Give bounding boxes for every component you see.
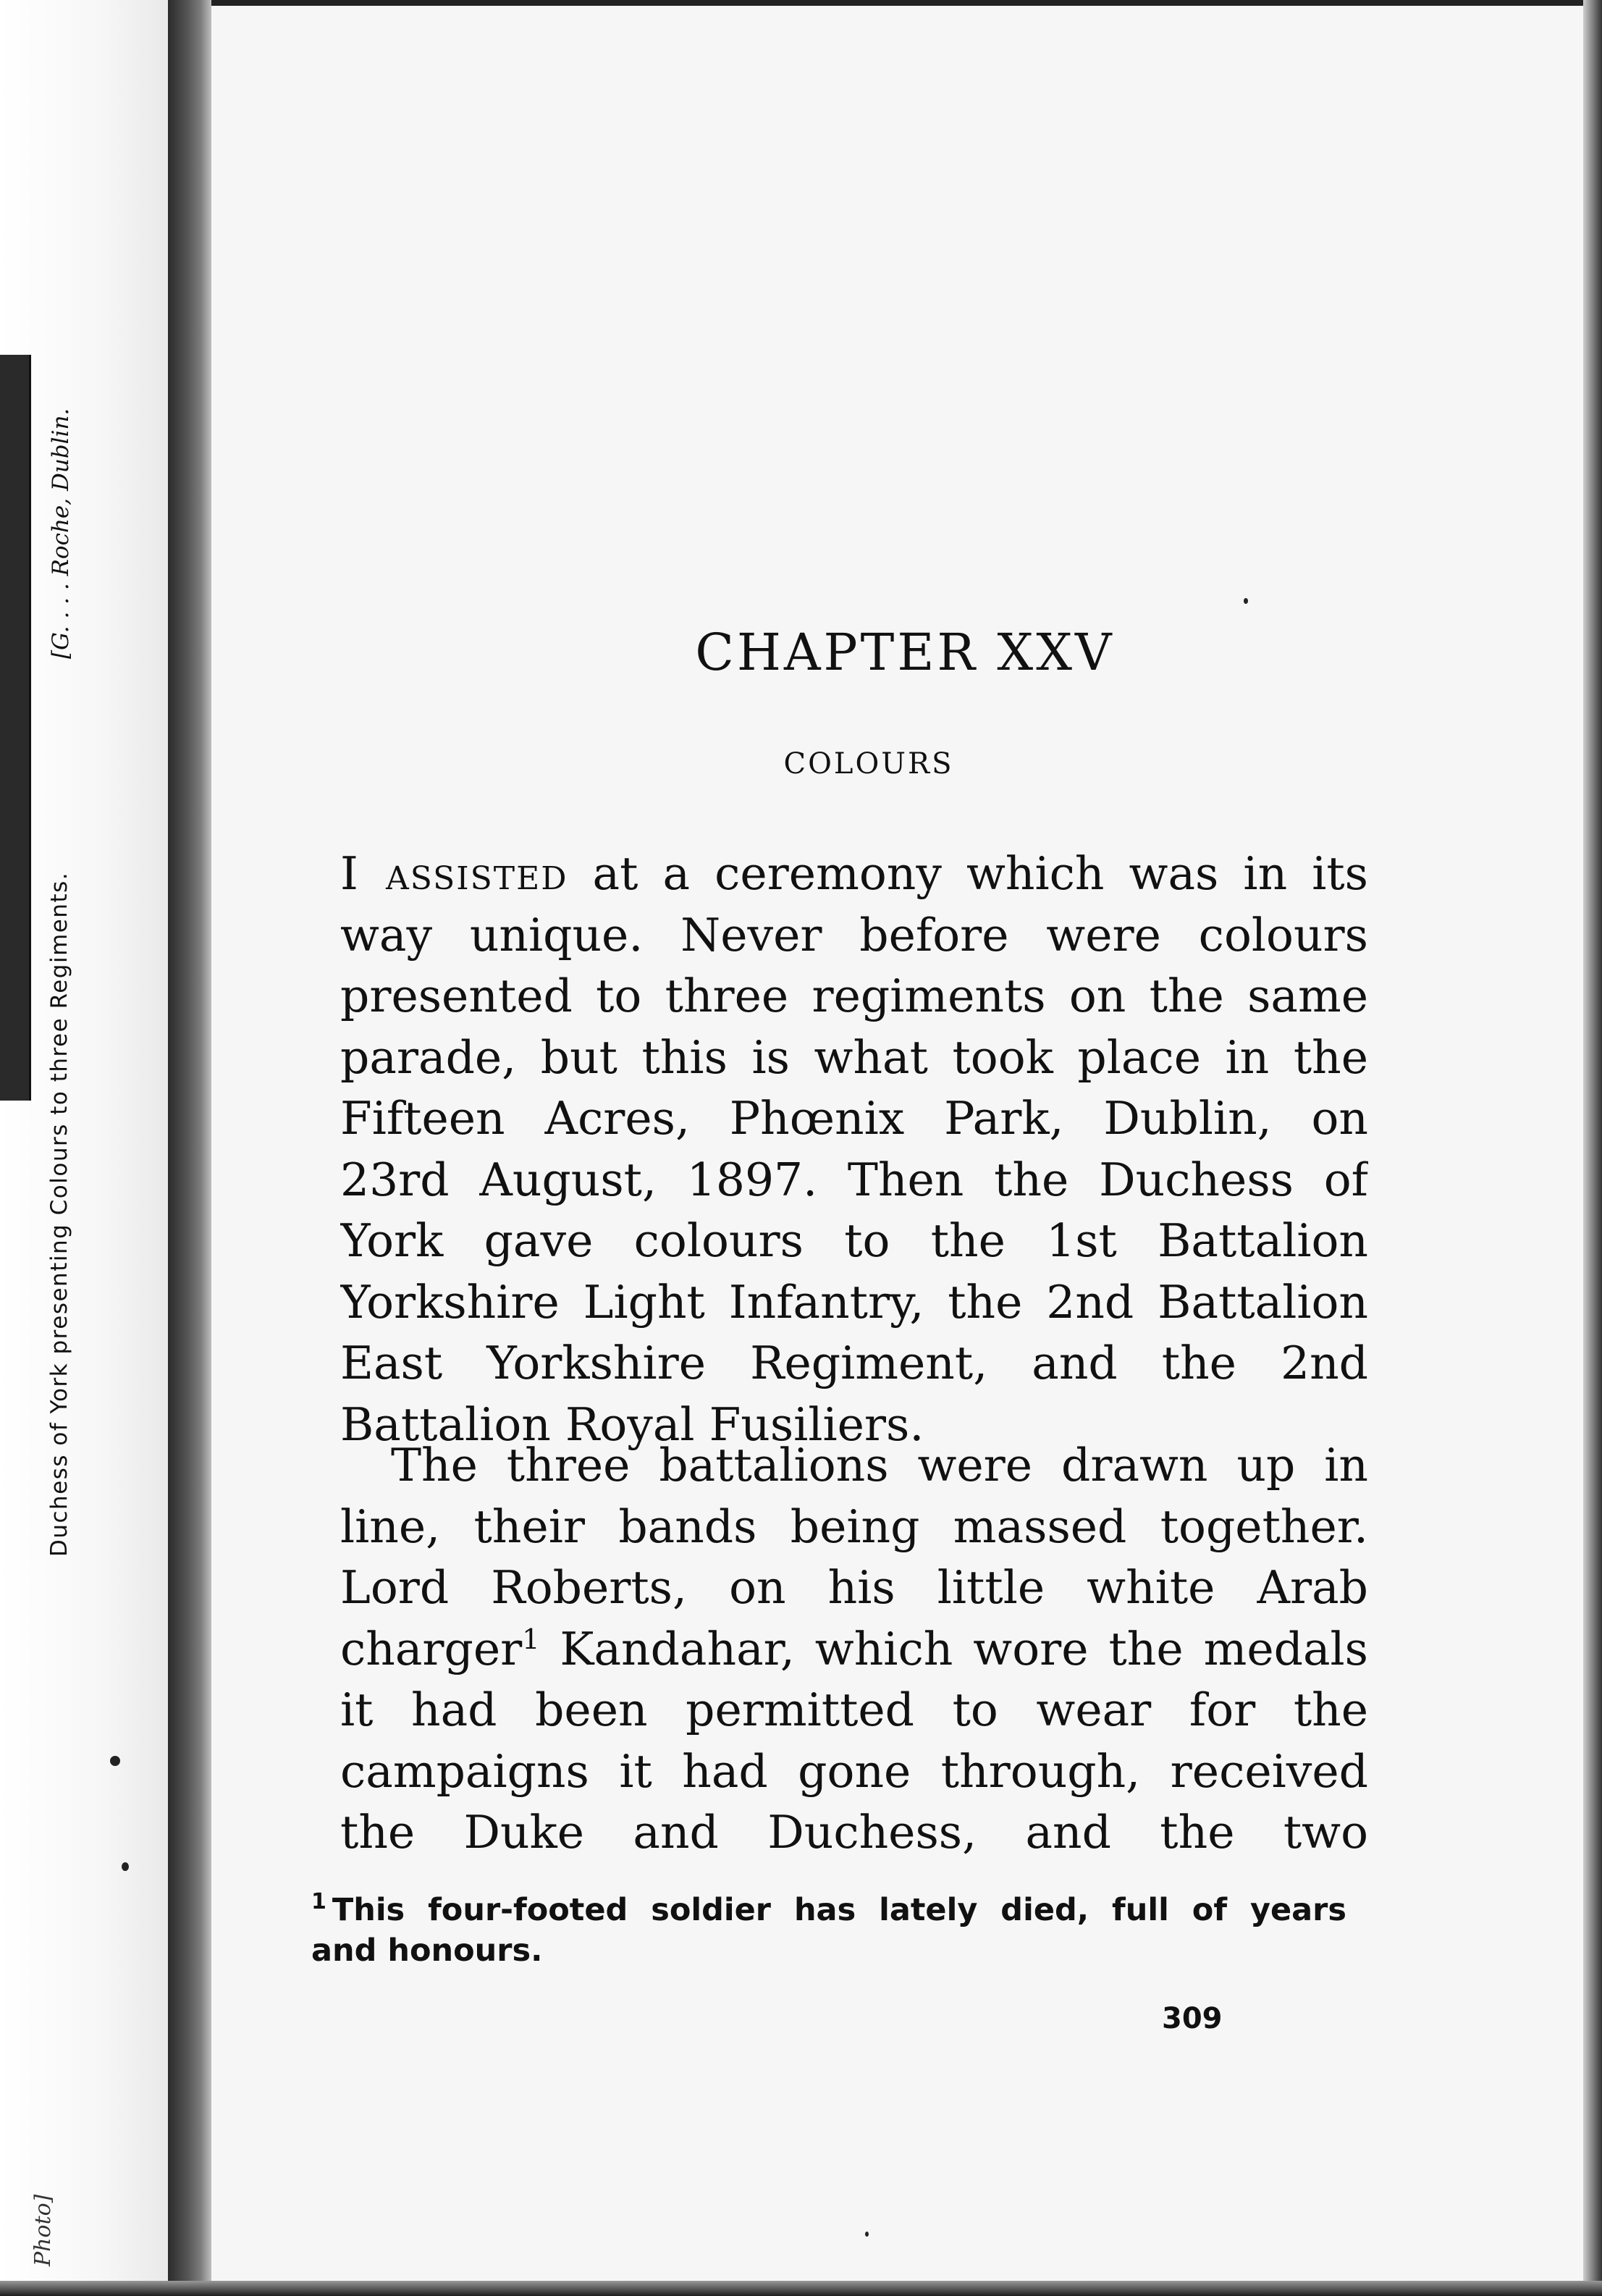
page-bottom-edge: [0, 2281, 1602, 2296]
chapter-subtitle: COLOURS: [783, 747, 954, 781]
footnote-number: 1: [311, 1890, 326, 1914]
text-line: way unique. Never before were colours: [340, 908, 1368, 962]
text-line: York gave colours to the 1st Battalion: [340, 1214, 1368, 1267]
text-line: Lord Roberts, on his little white Arab: [340, 1561, 1368, 1614]
text-line: I assisted at a ceremony which was in its: [340, 847, 1368, 900]
plate-credit: Photo]: [30, 2194, 56, 2266]
footnote: [311, 1890, 1346, 1971]
page-top-edge: [211, 0, 1602, 6]
text-line: The three battalions were drawn up in: [391, 1439, 1368, 1492]
plate-photo-edge: [0, 355, 31, 1101]
text-line: charger$^1$ Kandahar, which wore the medals: [340, 1622, 1368, 1675]
text-line: presented to three regiments on the same: [340, 970, 1368, 1022]
text-line: line, their bands being massed together.: [340, 1500, 1368, 1553]
opening-small-caps: I assisted: [340, 847, 568, 900]
plate-source: [G. . . . Roche, Dublin.: [48, 408, 74, 659]
paragraph-1: [340, 844, 1368, 1455]
footnote-line: and honours.: [311, 1933, 543, 1969]
text-line: Battalion Royal Fusiliers.: [340, 1397, 924, 1451]
text-line: Fifteen Acres, Phœnix Park, Dublin, on: [340, 1092, 1368, 1145]
plate-caption: [30, 326, 146, 2266]
page-number: 309: [1162, 2002, 1223, 2035]
text-line: Yorkshire Light Infantry, the 2nd Battalion: [340, 1275, 1368, 1329]
text-line: campaigns it had gone through, received: [340, 1744, 1368, 1798]
text-line: parade, but this is what took place in the: [340, 1030, 1368, 1084]
text-line: East Yorkshire Regiment, and the 2nd: [340, 1337, 1368, 1389]
scan-speck: [1244, 598, 1248, 604]
scan-speck: [865, 2232, 869, 2237]
book-gutter: [168, 0, 211, 2296]
footnote-reference: 1: [522, 1623, 540, 1655]
chapter-title: CHAPTER XXV: [695, 623, 1115, 682]
plate-title: Duchess of York presenting Colours to three Regiments.: [46, 871, 72, 1557]
text-line: it had been permitted to wear for the: [340, 1683, 1368, 1736]
paragraph-2: [340, 1435, 1368, 1864]
page-right-edge: [1583, 0, 1602, 2296]
text-line: the Duke and Duchess, and the two: [340, 1806, 1368, 1859]
scan-speck: [110, 1756, 120, 1766]
scan-speck: [122, 1862, 129, 1871]
text-line: 23rd August, 1897. Then the Duchess of: [340, 1153, 1368, 1206]
footnote-line: $^1$ This four-footed soldier has lately died, full of years: [311, 1890, 1346, 1928]
